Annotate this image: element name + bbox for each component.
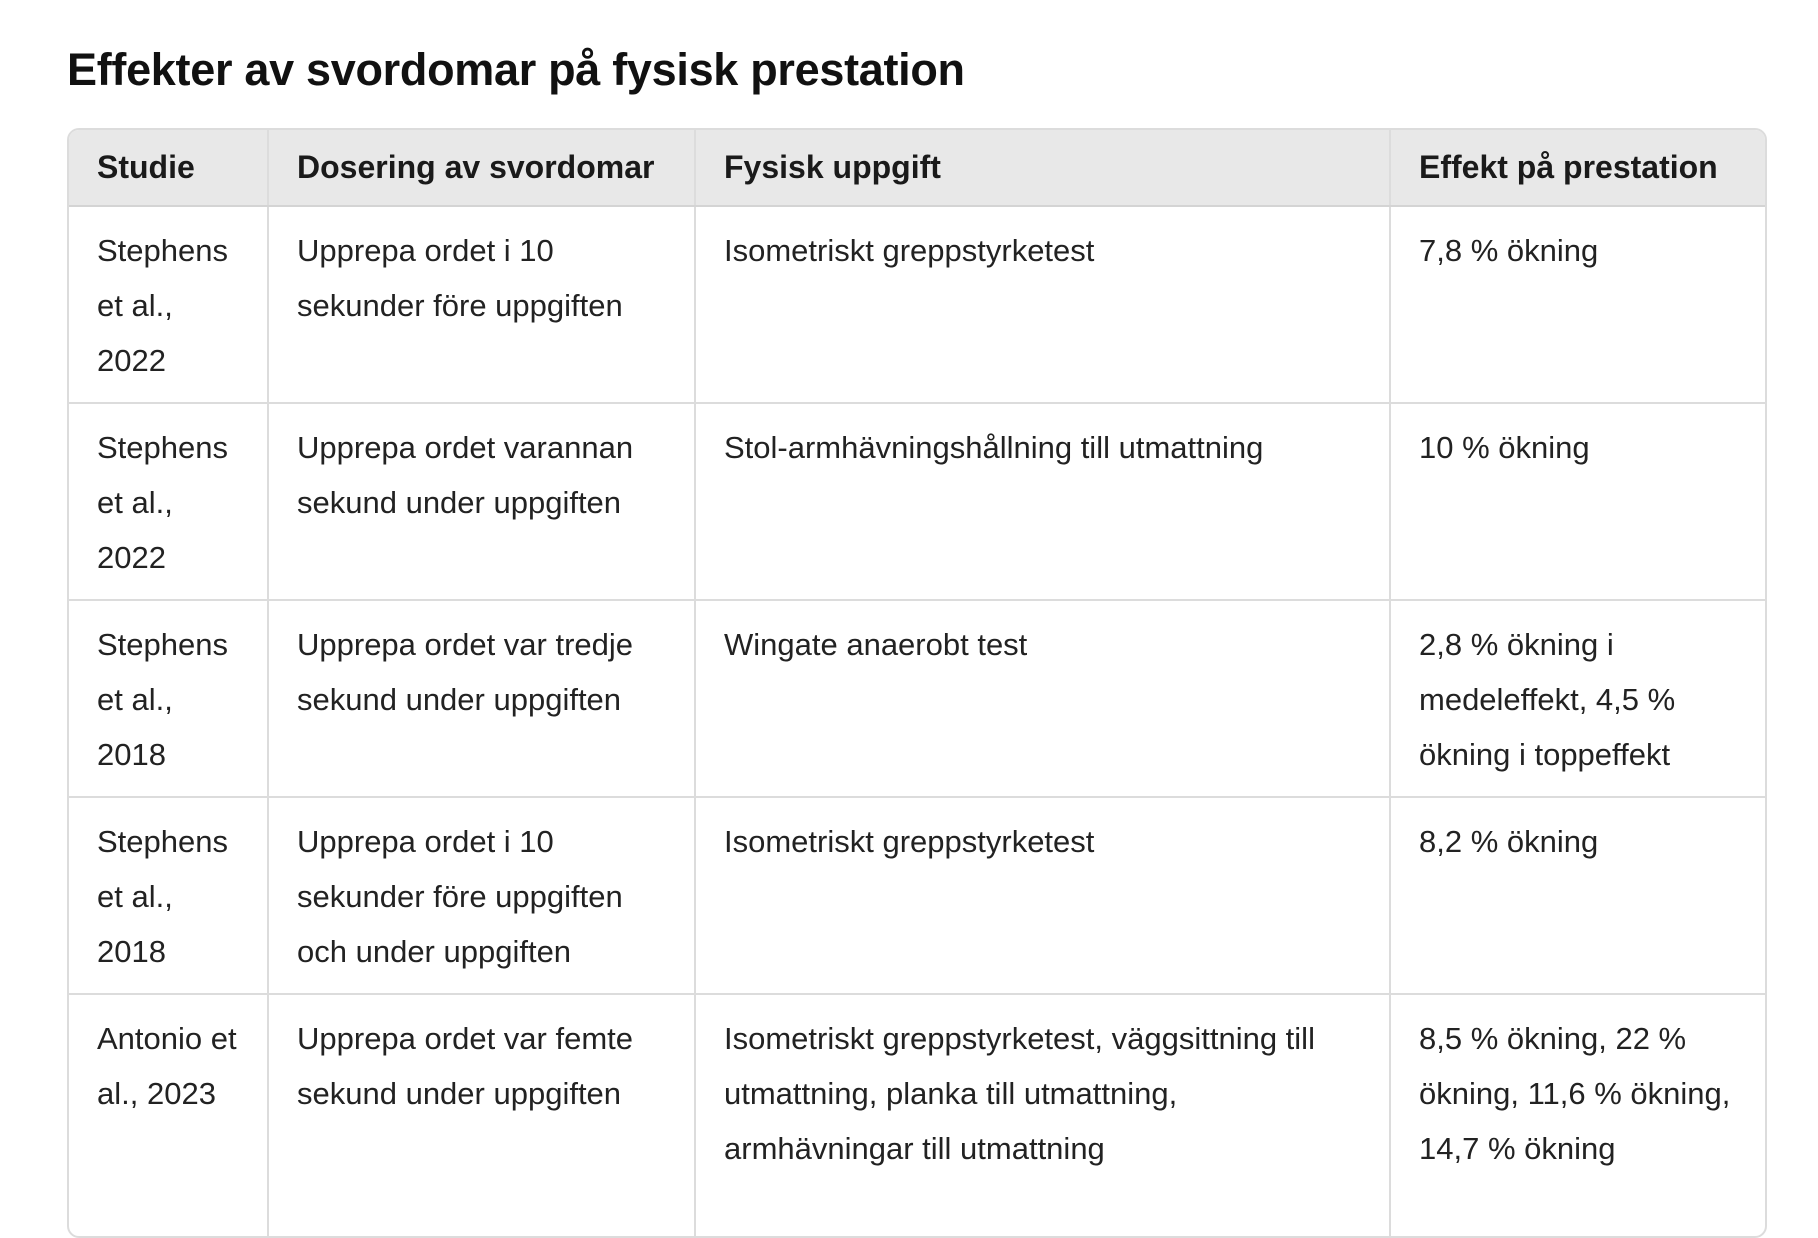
- cell-study: Stephens et al., 2018: [69, 797, 268, 994]
- table-row: [69, 797, 1765, 994]
- cell-task: Isometriskt greppstyrketest, väggsittning till utmattning, planka till utmattning, armhävningar till utmattning: [695, 994, 1390, 1236]
- cell-task: Wingate anaerobt test: [695, 600, 1390, 797]
- cell-task: Stol-armhävningshållning till utmattning: [695, 403, 1390, 600]
- cell-effect: 10 % ökning: [1390, 403, 1765, 600]
- table-row: [69, 206, 1765, 403]
- column-header-task: Fysisk uppgift: [695, 130, 1390, 206]
- cell-dosage: Upprepa ordet var tredje sekund under uppgiften: [268, 600, 695, 797]
- cell-effect: 7,8 % ökning: [1390, 206, 1765, 403]
- table-header-row: [69, 130, 1765, 206]
- cell-study: Stephens et al., 2022: [97, 233, 228, 378]
- cell-effect: 2,8 % ökning i medeleffekt, 4,5 % ökning i toppeffekt: [1390, 600, 1765, 797]
- table-row: [69, 600, 1765, 797]
- table-row: [69, 403, 1765, 600]
- cell-study: Stephens et al., 2022: [69, 403, 268, 600]
- cell-effect: 8,2 % ökning: [1390, 797, 1765, 994]
- cell-task: Isometriskt greppstyrketest: [695, 206, 1390, 403]
- cell-dosage: Upprepa ordet var femte sekund under uppgiften: [268, 994, 695, 1236]
- cell-task: Isometriskt greppstyrketest: [695, 797, 1390, 994]
- cell-study: Antonio et al., 2023: [69, 994, 268, 1236]
- page-title: Effekter av svordomar på fysisk prestation: [67, 44, 965, 95]
- table-row: [69, 994, 1765, 1236]
- column-header-study: Studie: [69, 130, 268, 206]
- column-header-dosage: Dosering av svordomar: [268, 130, 695, 206]
- cell-dosage: Upprepa ordet i 10 sekunder före uppgiften: [268, 206, 695, 403]
- results-table-container: [67, 128, 1767, 1238]
- cell-effect: 8,5 % ökning, 22 % ökning, 11,6 % ökning, 14,7 % ökning: [1390, 994, 1765, 1236]
- column-header-effect: Effekt på prestation: [1390, 130, 1765, 206]
- cell-dosage: Upprepa ordet varannan sekund under uppgiften: [268, 403, 695, 600]
- cell-study: Stephens et al., 2018: [69, 600, 268, 797]
- cell-dosage: Upprepa ordet i 10 sekunder före uppgiften och under uppgiften: [268, 797, 695, 994]
- results-table: [69, 130, 1765, 1236]
